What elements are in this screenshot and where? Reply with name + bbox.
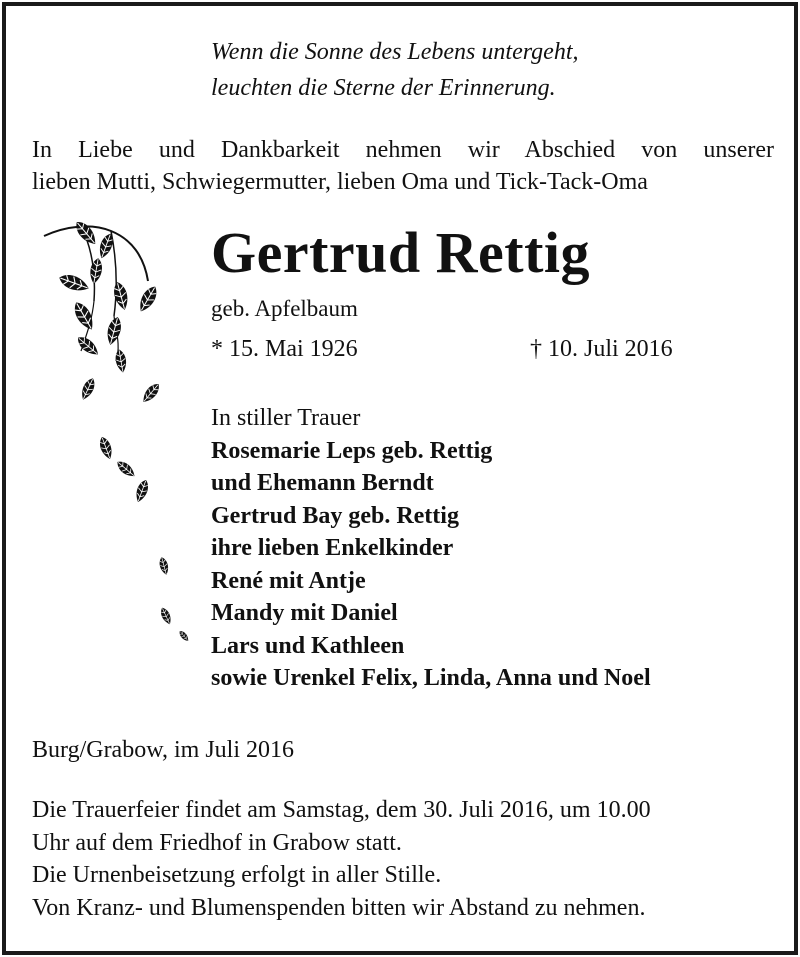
service-line-4: Von Kranz- und Blumenspenden bitten wir Abstand zu nehmen. — [32, 894, 646, 921]
intro-line-1: In Liebe und Dankbarkeit nehmen wir Abschied von unserer — [32, 137, 774, 163]
mourner-line: ihre lieben Enkelkinder — [211, 535, 454, 561]
mourner-line: Rosemarie Leps geb. Rettig — [211, 437, 493, 464]
death-date: † 10. Juli 2016 — [530, 336, 673, 362]
obituary-frame — [2, 2, 798, 955]
falling-leaves-branch-icon — [36, 211, 211, 661]
mourning-lead: In stiller Trauer — [211, 405, 361, 431]
motto-line-1: Wenn die Sonne des Lebens untergeht, — [211, 39, 579, 65]
intro-text — [32, 134, 774, 198]
maiden-name: geb. Apfelbaum — [211, 296, 358, 321]
deceased-name: Gertrud Rettig — [211, 220, 591, 285]
mourner-line: und Ehemann Berndt — [211, 470, 434, 496]
mourners-list — [211, 402, 651, 695]
place-and-date: Burg/Grabow, im Juli 2016 — [32, 737, 294, 763]
funeral-service-info — [32, 794, 651, 924]
mourner-line: Lars und Kathleen — [211, 632, 405, 659]
motto-quote — [211, 34, 579, 106]
mourner-line: René mit Antje — [211, 567, 366, 594]
service-line-1: Die Trauerfeier findet am Samstag, dem 30. Juli 2016, um 10.00 — [32, 797, 651, 823]
service-line-3: Die Urnenbeisetzung erfolgt in aller Stille. — [32, 862, 442, 888]
service-line-2: Uhr auf dem Friedhof in Grabow statt. — [32, 829, 402, 856]
mourner-line: sowie Urenkel Felix, Linda, Anna und Noel — [211, 665, 651, 691]
birth-date: * 15. Mai 1926 — [211, 336, 358, 362]
intro-line-2: lieben Mutti, Schwiegermutter, lieben Oma und Tick-Tack-Oma — [32, 169, 648, 195]
mourner-line: Mandy mit Daniel — [211, 600, 398, 626]
mourner-line: Gertrud Bay geb. Rettig — [211, 502, 459, 529]
motto-line-2: leuchten die Sterne der Erinnerung. — [211, 75, 556, 101]
